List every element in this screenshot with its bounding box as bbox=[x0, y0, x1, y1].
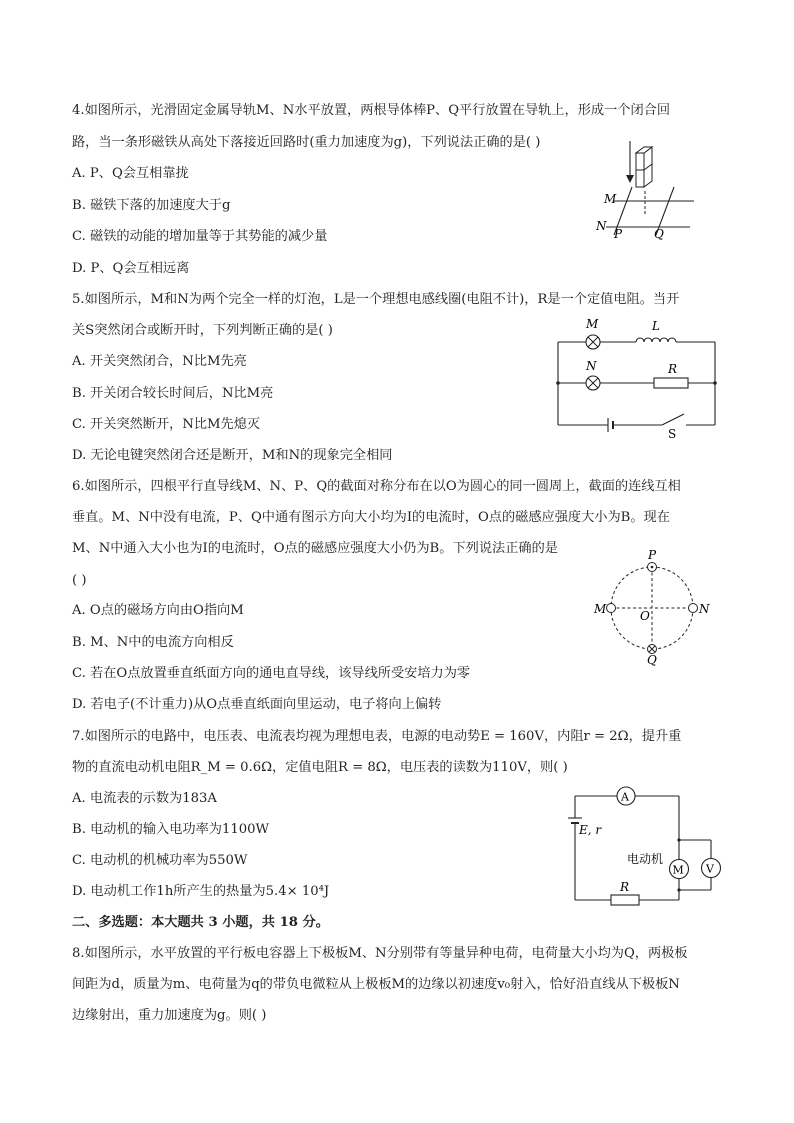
q5-option-b: B. 开关闭合较长时间后，N比M亮 bbox=[72, 386, 274, 401]
q7-option-d: D. 电动机工作1h所产生的热量为5.4× 10⁴J bbox=[72, 884, 330, 899]
q6-stem-line-3: M、N中通入大小也为I的电流时，O点的磁感应强度大小仍为B。下列说法正确的是 bbox=[72, 541, 558, 556]
q5-stem-line-1: 5.如图所示，M和N为两个完全一样的灯泡，L是一个理想电感线圈(电阻不计)，R是一个定值电阻。当开 bbox=[72, 292, 680, 307]
q7-motor-label: 电动机 bbox=[627, 852, 664, 866]
q6-option-a: A. O点的磁场方向由O指向M bbox=[72, 603, 244, 618]
q6-number: 6. bbox=[72, 479, 85, 494]
q5-option-c: C. 开关突然断开，N比M先熄灭 bbox=[72, 417, 261, 432]
q4-option-b: B. 磁铁下落的加速度大于g bbox=[72, 198, 231, 213]
q6-wire-circle-figure bbox=[590, 548, 715, 668]
q4-magnet-rail-figure bbox=[590, 135, 705, 245]
q7-ammeter-label: A bbox=[621, 790, 629, 804]
q7-motor-circuit-figure bbox=[565, 782, 730, 907]
q5-stem-line-2: 关S突然闭合或断开时，下列判断正确的是( ) bbox=[72, 323, 333, 338]
q6-stem-line-2: 垂直。M、N中没有电流，P、Q中通有图示方向大小均为I的电流时，O点的磁感应强度大小为B。现在 bbox=[72, 510, 670, 525]
q4-option-d: D. P、Q会互相远离 bbox=[72, 261, 190, 276]
q8-stem-line-1: 8.如图所示，水平放置的平行板电容器上下极板M、N分别带有等量异种电荷，电荷量大小均为Q，两极板 bbox=[72, 946, 688, 961]
q6-label-q: Q bbox=[647, 653, 657, 667]
q5-label-s: S bbox=[668, 427, 677, 441]
q8-stem-line-2: 间距为d，质量为m、电荷量为q的带负电微粒从上极板M的边缘以初速度v₀射入，恰好沿直线从下极板N bbox=[72, 977, 680, 992]
q4-label-n: N bbox=[596, 219, 607, 233]
q6-label-p: P bbox=[648, 548, 657, 562]
q6-option-c: C. 若在O点放置垂直纸面方向的通电直导线，该导线所受安培力为零 bbox=[72, 666, 471, 681]
q5-label-m: M bbox=[586, 317, 599, 331]
q5-label-n: N bbox=[586, 359, 597, 373]
q4-option-a: A. P、Q会互相靠拢 bbox=[72, 166, 189, 181]
q5-label-r: R bbox=[668, 362, 678, 376]
q6-label-o: O bbox=[640, 609, 650, 623]
q7-option-c: C. 电动机的机械功率为550W bbox=[72, 853, 248, 868]
q5-option-a: A. 开关突然闭合，N比M先亮 bbox=[72, 354, 247, 369]
q4-number: 4. bbox=[72, 103, 85, 118]
q5-inductor-circuit-figure bbox=[550, 312, 720, 442]
q7-number: 7. bbox=[72, 729, 85, 744]
q6-option-b: B. M、N中的电流方向相反 bbox=[72, 635, 234, 650]
q6-label-m: M bbox=[594, 602, 607, 616]
q7-stem-line-1: 7.如图所示的电路中，电压表、电流表均视为理想电表，电源的电动势E = 160V，内阻r = 2Ω，提升重 bbox=[72, 729, 682, 744]
q7-option-b: B. 电动机的输入电功率为1100W bbox=[72, 822, 270, 837]
q7-stem-line-2: 物的直流电动机电阻R_M = 0.6Ω，定值电阻R = 8Ω，电压表的读数为110V，则( ) bbox=[72, 760, 568, 775]
q4-stem-line-2: 路，当一条形磁铁从高处下落接近回路时(重力加速度为g)，下列说法正确的是( ) bbox=[72, 135, 541, 150]
q5-label-l: L bbox=[652, 319, 660, 333]
q6-stem-line-1: 6.如图所示，四根平行直导线M、N、P、Q的截面对称分布在以O为圆心的同一圆周上，截面的连线互相 bbox=[72, 479, 681, 494]
q4-option-c: C. 磁铁的动能的增加量等于其势能的减少量 bbox=[72, 229, 328, 244]
q4-label-p: P bbox=[614, 227, 623, 241]
q7-option-a: A. 电流表的示数为183A bbox=[72, 791, 217, 806]
section-header-multi-choice: 二、多选题：本大题共 3 小题，共 18 分。 bbox=[72, 915, 329, 930]
q7-motor-symbol: M bbox=[672, 863, 684, 877]
q7-resistor-label: R bbox=[620, 880, 630, 894]
q8-number: 8. bbox=[72, 946, 85, 961]
q5-number: 5. bbox=[72, 292, 85, 307]
q4-stem-line-1: 4.如图所示，光滑固定金属导轨M、N水平放置，两根导体棒P、Q平行放置在导轨上，形成一个闭合回 bbox=[72, 103, 671, 118]
q6-label-n: N bbox=[699, 602, 710, 616]
q7-voltmeter-label: V bbox=[706, 862, 714, 876]
q4-label-q: Q bbox=[654, 227, 664, 241]
q5-option-d: D. 无论电键突然闭合还是断开，M和N的现象完全相同 bbox=[72, 448, 393, 463]
q4-label-m: M bbox=[604, 192, 617, 206]
q6-option-d: D. 若电子(不计重力)从O点垂直纸面向里运动，电子将向上偏转 bbox=[72, 697, 442, 712]
q7-source-label: E, r bbox=[579, 823, 602, 837]
q8-stem-line-3: 边缘射出，重力加速度为g。则( ) bbox=[72, 1008, 267, 1023]
q6-stem-line-4: ( ) bbox=[72, 573, 87, 588]
